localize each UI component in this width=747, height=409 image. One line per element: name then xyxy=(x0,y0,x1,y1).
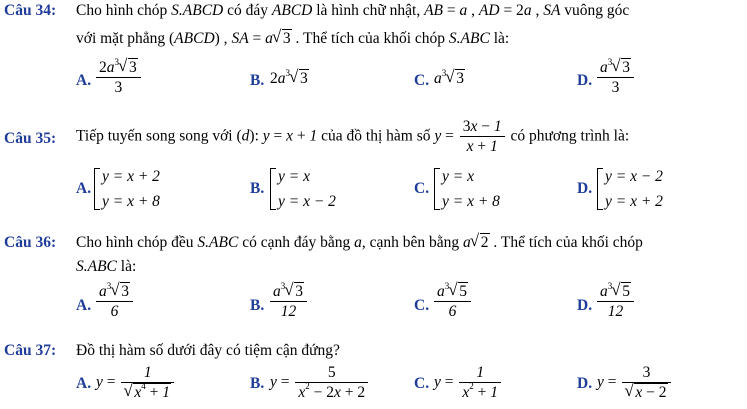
option-37b-value[interactable]: y = $\frac{5}{x^2 - 2x + 2}$ xyxy=(270,364,370,402)
question-36-text-line1: Cho hình chóp đều S.ABC có cạnh đáy bằng a, cạnh bên bằng a√ 2 . Thể tích của khối chóp xyxy=(76,234,643,252)
option-36c-label[interactable]: C. xyxy=(414,297,430,314)
option-35c-label[interactable]: C. xyxy=(414,180,430,197)
option-36d-value[interactable]: $\frac{a^3√ 5}{12}$ xyxy=(595,283,636,321)
option-35b-label[interactable]: B. xyxy=(250,180,265,197)
question-34-text-line2: với mặt phẳng (ABCD) , SA = a√ 3 . Thể tích của khối chóp S.ABC là: xyxy=(76,30,509,48)
option-35a-label[interactable]: A. xyxy=(76,180,92,197)
option-34a-value[interactable]: $\frac{2a^3√ 3}{3}$ xyxy=(94,59,143,97)
question-34-text-line1: Cho hình chóp S.ABCD có đáy ABCD là hình chữ nhật, AB = a , AD = 2a , SA vuông góc xyxy=(76,2,630,19)
question-35-text: Tiếp tuyến song song với (d): y = x + 1 của đồ thị hàm số y = $\frac{3x - 1}{x + 1}$ có phương trình là: xyxy=(76,118,630,155)
option-35d-value[interactable]: y = x − 2 y = x + 2 xyxy=(597,164,663,214)
question-34-label: Câu 34: xyxy=(4,2,57,19)
option-34a-label[interactable]: A. xyxy=(76,72,92,89)
question-35-label: Câu 35: xyxy=(4,130,57,147)
option-35c-value[interactable]: y = x y = x + 8 xyxy=(434,164,500,214)
question-37-text: Đồ thị hàm số dưới đây có tiệm cận đứng? xyxy=(76,342,340,359)
option-37b-label[interactable]: B. xyxy=(250,375,265,392)
option-37c-value[interactable]: y = $\frac{1}{x^2 + 1}$ xyxy=(434,364,503,402)
option-36a-value[interactable]: $\frac{a^3√ 3}{6}$ xyxy=(94,283,135,321)
option-36c-value[interactable]: $\frac{a^3√ 5}{6}$ xyxy=(432,283,473,321)
option-34d-label[interactable]: D. xyxy=(577,72,593,89)
question-36-text-line2: S.ABC là: xyxy=(76,258,137,275)
option-37d-value[interactable]: y = 3 √ x − 2 xyxy=(597,364,673,402)
question-36-label: Câu 36: xyxy=(4,234,57,251)
option-37a-label[interactable]: A. xyxy=(76,375,92,392)
option-37a-value[interactable]: y = 1 √ $x^4 + 1$ xyxy=(96,364,176,402)
option-36b-label[interactable]: B. xyxy=(250,297,265,314)
option-35b-value[interactable]: y = x y = x − 2 xyxy=(270,164,336,214)
option-36b-value[interactable]: $\frac{a^3√ 3}{12}$ xyxy=(268,283,309,321)
option-35d-label[interactable]: D. xyxy=(577,180,593,197)
question-37-label: Câu 37: xyxy=(4,342,57,359)
option-36a-label[interactable]: A. xyxy=(76,297,92,314)
option-34c-label[interactable]: C. xyxy=(414,72,430,89)
option-35a-value[interactable]: y = x + 2 y = x + 8 xyxy=(94,164,160,214)
option-34b-label[interactable]: B. xyxy=(250,72,265,89)
option-37d-label[interactable]: D. xyxy=(577,375,593,392)
option-36d-label[interactable]: D. xyxy=(577,297,593,314)
option-34b-value[interactable]: $2a^3√$ 3 xyxy=(270,70,309,88)
option-37c-label[interactable]: C. xyxy=(414,375,430,392)
option-34d-value[interactable]: $\frac{a^3√ 3}{3}$ xyxy=(595,59,636,97)
option-34c-value[interactable]: $a^3√$ 3 xyxy=(434,70,465,88)
